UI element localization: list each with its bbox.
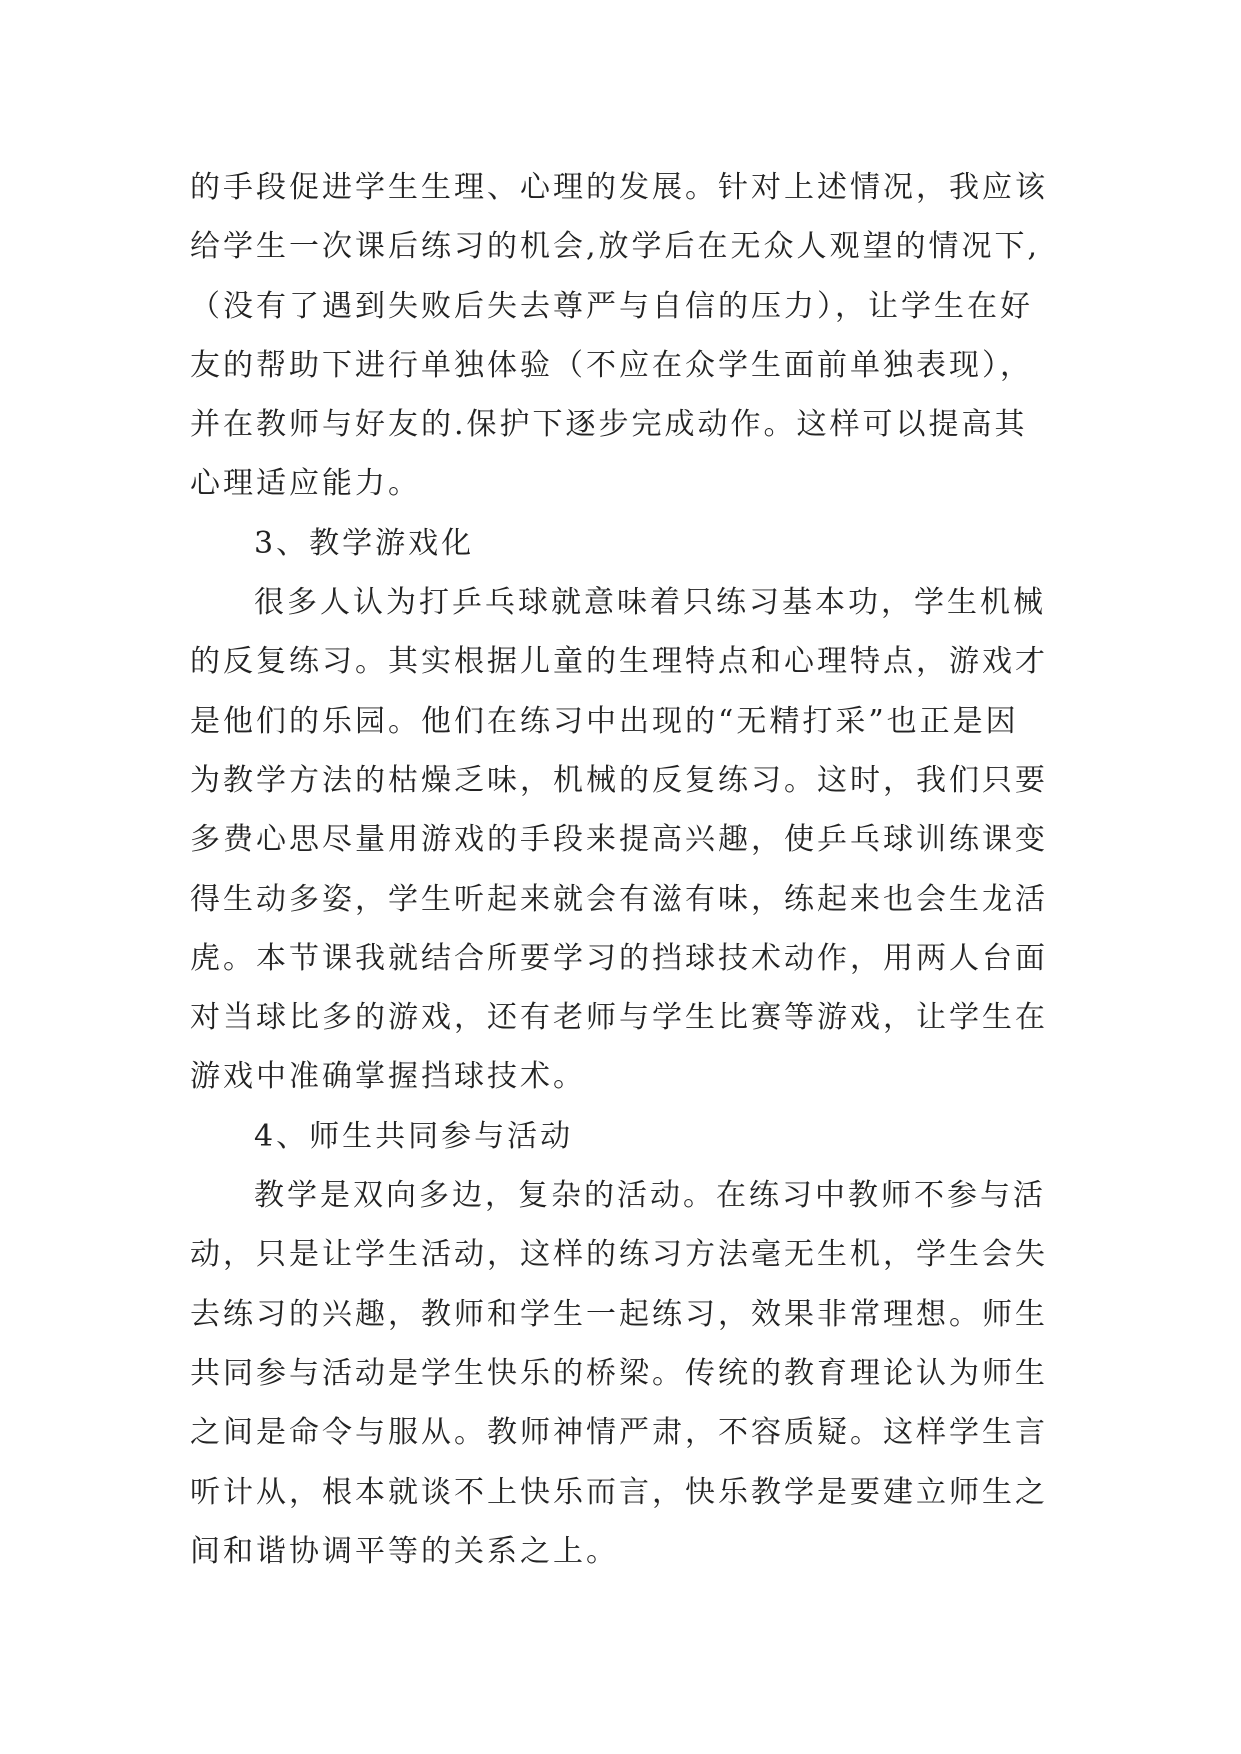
text-line: （没有了遇到失败后失去尊严与自信的压力），让学生在好	[190, 288, 1033, 324]
text-line: 的手段促进学生生理、心理的发展。针对上述情况，我应该	[190, 170, 1048, 205]
text-line: 并在教师与好友的.保护下逐步完成动作。这样可以提高其	[190, 407, 1028, 443]
text-line: 听计从，根本就谈不上快乐而言，快乐教学是要建立师生之	[190, 1474, 1048, 1510]
text-line: 的反复练习。其实根据儿童的生理特点和心理特点，游戏才	[190, 644, 1048, 680]
text-line: 是他们的乐园。他们在练习中出现的“无精打采”也正是因	[190, 703, 1019, 739]
text-line: 间和谐协调平等的关系之上。	[190, 1533, 619, 1569]
text-line: 之间是命令与服从。教师神情严肃，不容质疑。这样学生言	[190, 1415, 1048, 1451]
text-line: 得生动多姿，学生听起来就会有滋有味，练起来也会生龙活	[190, 881, 1048, 917]
text-line: 虎。本节课我就结合所要学习的挡球技术动作，用两人台面	[190, 940, 1048, 976]
text-line: 去练习的兴趣，教师和学生一起练习，效果非常理想。师生	[190, 1296, 1048, 1332]
paragraph-start-line: 很多人认为打乒乓球就意味着只练习基本功，学生机械	[254, 585, 1046, 621]
paragraph-start-line: 教学是双向多边，复杂的活动。在练习中教师不参与活	[254, 1178, 1046, 1214]
text-line: 为教学方法的枯燥乏味，机械的反复练习。这时，我们只要	[190, 762, 1048, 798]
body-text	[190, 158, 1090, 1581]
text-line: 动，只是让学生活动，这样的练习方法毫无生机，学生会失	[190, 1237, 1048, 1273]
text-line: 给学生一次课后练习的机会,放学后在无众人观望的情况下,	[190, 229, 1041, 265]
paragraph-start-line: 3、教学游戏化	[254, 525, 475, 561]
text-line: 多费心思尽量用游戏的手段来提高兴趣，使乒乓球训练课变	[190, 822, 1048, 858]
text-line: 友的帮助下进行单独体验（不应在众学生面前单独表现），	[190, 347, 1033, 383]
text-line: 共同参与活动是学生快乐的桥梁。传统的教育理论认为师生	[190, 1355, 1048, 1391]
text-line: 对当球比多的游戏，还有老师与学生比赛等游戏，让学生在	[190, 1000, 1048, 1036]
paragraph-start-line: 4、师生共同参与活动	[254, 1118, 574, 1154]
text-line: 游戏中准确掌握挡球技术。	[190, 1059, 586, 1095]
text-line: 心理适应能力。	[190, 466, 421, 502]
